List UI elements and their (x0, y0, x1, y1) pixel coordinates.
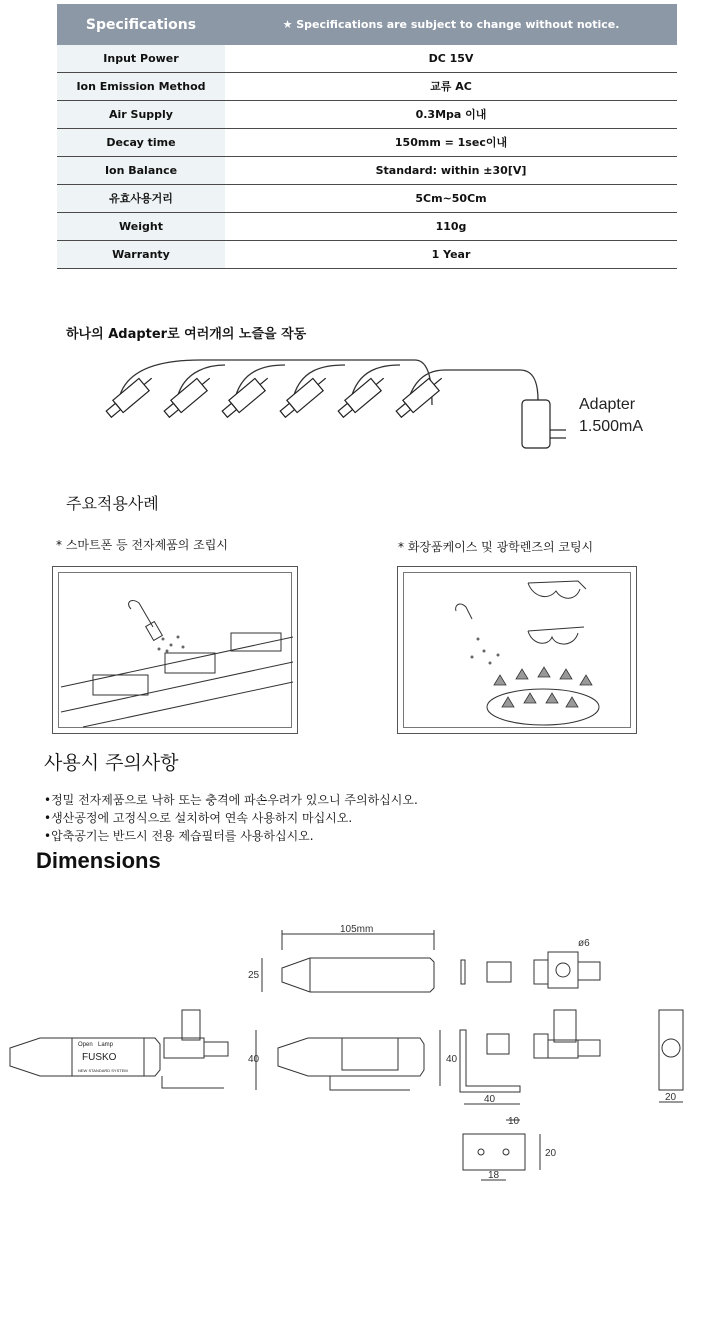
list-item: •압축공기는 반드시 전용 제습필터를 사용하십시오. (44, 829, 314, 843)
table-row (57, 101, 677, 129)
spec-key: Ion Emission Method (57, 73, 225, 100)
label-lamp: Lamp (98, 1042, 114, 1048)
spec-key: Ion Balance (57, 157, 225, 184)
dim-20-plate: 20 (545, 1148, 557, 1159)
spec-key: Input Power (57, 45, 225, 72)
application-image-electronics (52, 566, 298, 734)
spec-table (57, 4, 677, 269)
spec-header-note: ★ Specifications are subject to change without notice. (282, 18, 620, 31)
dim-length: 105mm (340, 924, 374, 935)
cautions-title: 사용시 주의사항 (44, 752, 179, 774)
application-caption-right: * 화장품케이스 및 광학렌즈의 코팅시 (398, 540, 594, 554)
spec-value: DC 15V (428, 52, 474, 65)
list-item: •정밀 전자제품으로 낙하 또는 충격에 파손우려가 있으니 주의하십시오. (44, 793, 418, 807)
spec-key: Air Supply (57, 101, 225, 128)
application-image-coating (397, 566, 637, 734)
dim-10: 10 (508, 1116, 520, 1127)
dimensions-title: Dimensions (36, 848, 161, 873)
brand-label: FUSKO (82, 1052, 117, 1063)
dim-40-base: 40 (484, 1094, 496, 1105)
table-row (57, 213, 677, 241)
spec-key: Decay time (57, 129, 225, 156)
adapter-label: Adapter (579, 396, 636, 413)
table-row (57, 45, 677, 73)
table-row (57, 241, 677, 269)
spec-value: 110g (435, 220, 467, 233)
table-row (57, 73, 677, 101)
dim-20-end: 20 (665, 1092, 677, 1103)
applications-title: 주요적용사례 (66, 494, 159, 513)
dim-40-body: 40 (248, 1054, 260, 1065)
spec-key: 유효사용거리 (57, 185, 225, 212)
adapter-current: 1.500mA (579, 418, 644, 435)
table-row (57, 129, 677, 157)
spec-header-title: Specifications (85, 16, 197, 33)
cautions-list (44, 791, 418, 845)
list-item: •생산공정에 고정식으로 설치하여 연속 사용하지 마십시오. (44, 811, 353, 825)
spec-value: 1 Year (431, 248, 471, 261)
table-row (57, 185, 677, 213)
dim-25: 25 (248, 970, 260, 981)
dim-40-bracket: 40 (446, 1054, 458, 1065)
spec-value: 150mm = 1sec이내 (394, 136, 508, 149)
spec-value: 5Cm~50Cm (415, 192, 487, 205)
adapter-caption: 하나의 Adapter로 여러개의 노즐을 작동 (66, 327, 307, 342)
sub-label: NEW STANDARD SYSTEM (78, 1068, 128, 1073)
application-caption-left: * 스마트폰 등 전자제품의 조립시 (56, 538, 228, 552)
label-open: Open (78, 1042, 93, 1048)
spec-header (57, 4, 677, 45)
dimension-drawing (0, 920, 718, 1200)
spec-value: 교류 AC (430, 80, 472, 93)
table-row (57, 157, 677, 185)
adapter-diagram (60, 345, 680, 470)
spec-value: 0.3Mpa 이내 (415, 108, 487, 121)
dim-18: 18 (488, 1170, 500, 1181)
spec-key: Warranty (57, 241, 225, 268)
dim-phi: ø6 (578, 938, 590, 949)
spec-value: Standard: within ±30[V] (375, 164, 527, 177)
spec-key: Weight (57, 213, 225, 240)
